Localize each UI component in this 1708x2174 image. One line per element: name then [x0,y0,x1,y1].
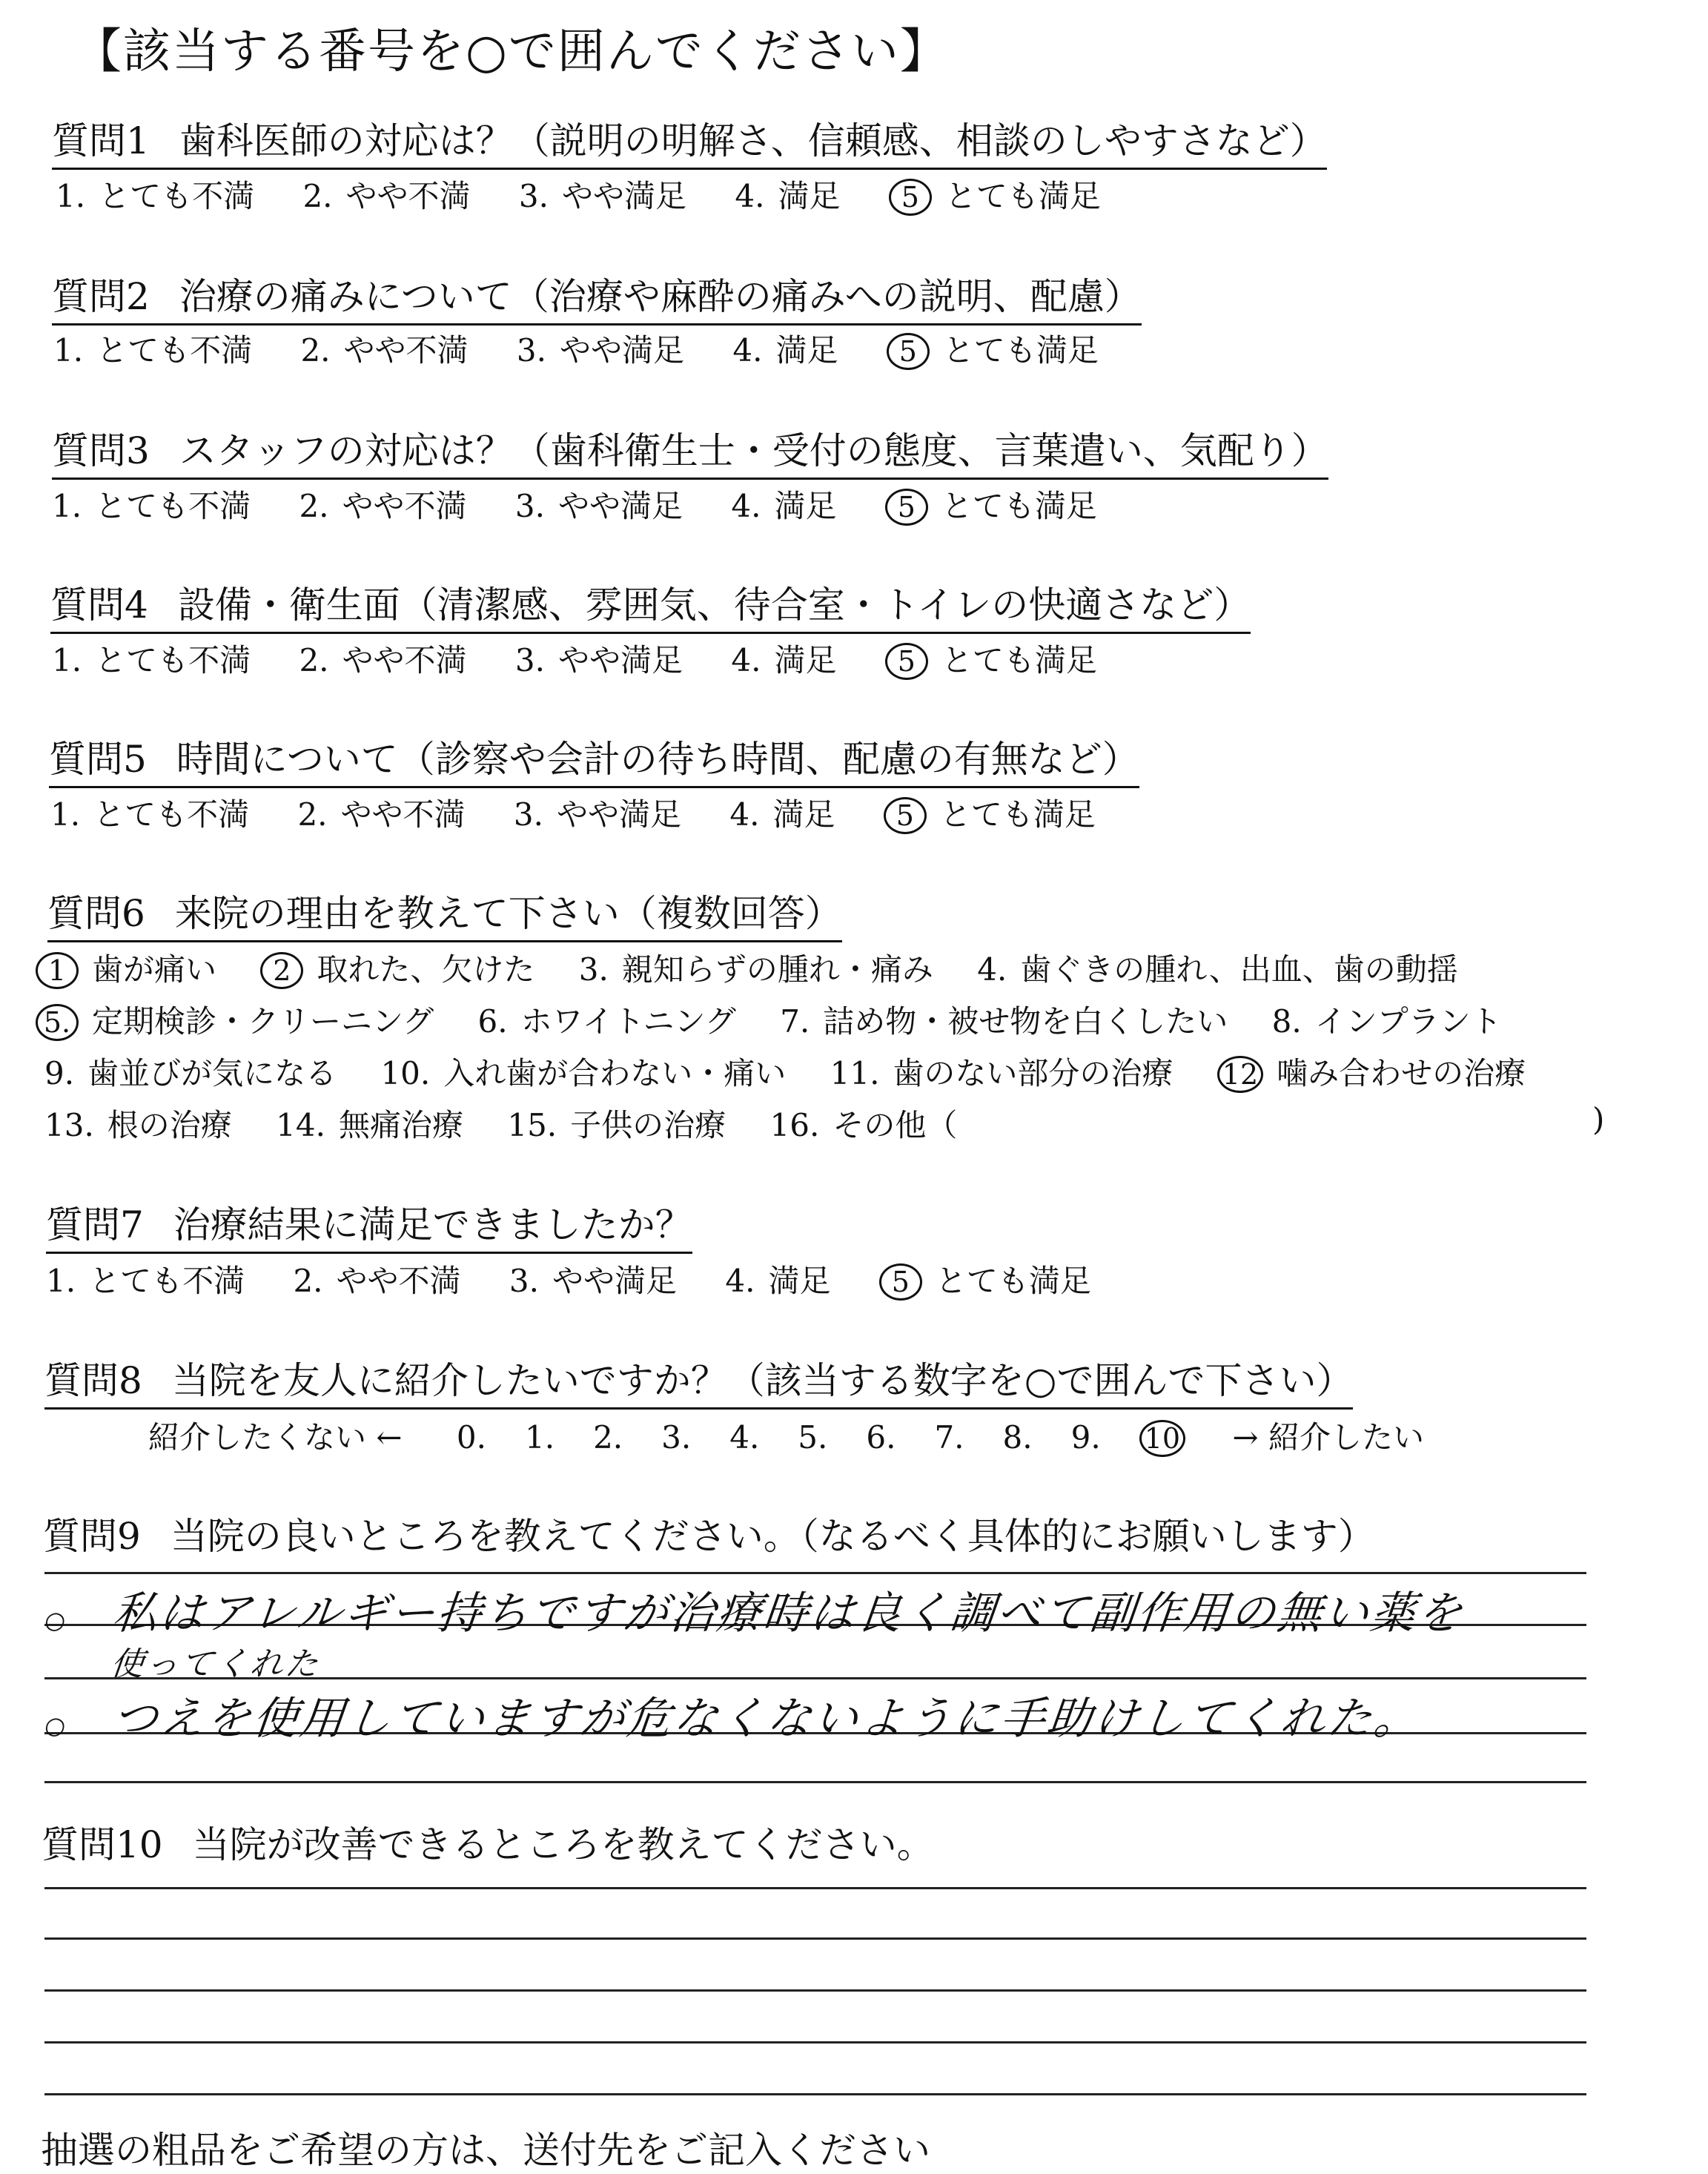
reason-4[interactable]: 4. 歯ぐきの腫れ、出血、歯の動揺 [977,951,1458,988]
question-2-label: 質問2 [52,275,150,318]
reason-5-selected[interactable]: 5. 定期検診・クリーニング [36,997,434,1042]
question-6-text: 来院の理由を教えて下さい（複数回答） [174,892,842,935]
question-9-heading [43,1507,1375,1563]
scale-option-3[interactable]: 3. やや満足 [509,1263,677,1299]
scale-option-1[interactable]: 1. とても不満 [46,1263,245,1299]
scale-option-5-selected[interactable]: 5 とても満足 [889,172,1101,217]
recommend-score-selected[interactable]: 10 [1139,1420,1185,1457]
scale-option-3[interactable]: 3. やや満足 [513,796,681,833]
question-4-scale [52,636,1136,681]
recommend-scores [457,1419,1215,1456]
scale-option-5-selected[interactable]: 5 とても満足 [887,326,1099,371]
q9-answer-line-2: 使ってくれた [108,1645,322,1683]
scale-option-2[interactable]: 2. やや不満 [297,796,466,833]
question-2-scale [53,326,1137,371]
question-5-scale [50,790,1134,835]
question-3-scale [52,482,1136,526]
recommend-score[interactable]: 3. [661,1419,692,1456]
question-10-label: 質問10 [42,1823,163,1866]
question-8-heading [44,1351,1353,1410]
question-5-heading [49,730,1139,788]
answer-line [44,1572,1586,1574]
question-5-text: 時間について（診察や会計の待ち時間、配慮の有無など） [176,738,1139,781]
q9-answer-line-1: ○ 私はアレルギー持ちですが治療時は良く調べて副作用の無い薬を [43,1587,1467,1639]
question-8-text: 当院を友人に紹介したいですか？（該当する数字を○で囲んで下さい） [171,1359,1354,1402]
recommend-score[interactable]: 0. [456,1419,486,1456]
scale-option-1[interactable]: 1. とても不満 [53,332,253,369]
scale-option-1[interactable]: 1. とても不満 [52,488,251,524]
selected-circle: 5 [889,179,932,216]
recommend-scale [148,1413,1463,1458]
question-9-label: 質問9 [43,1515,141,1558]
scale-option-4[interactable]: 4. 満足 [732,332,838,369]
question-1-scale [56,172,1139,217]
question-6-label: 質問6 [47,892,145,935]
question-4-label: 質問4 [50,584,148,627]
answer-line [44,1937,1586,1940]
bullet-icon: ○ [43,1711,70,1739]
question-7-text: 治療結果に満足できましたか？ [173,1203,692,1246]
question-7-heading [46,1195,692,1254]
scale-option-3[interactable]: 3. やや満足 [514,488,683,524]
scale-option-2[interactable]: 2. やや不満 [299,642,467,678]
answer-line [44,1781,1586,1783]
selected-circle: 2 [260,952,303,989]
recommend-right-label: → 紹介したい [1232,1419,1424,1456]
recommend-score[interactable]: 9. [1070,1419,1101,1456]
question-9-text: 当院の良いところを教えてください。（なるべく具体的にお願いします） [170,1515,1375,1558]
reason-15[interactable]: 15. 子供の治療 [507,1107,726,1143]
selected-circle: 5. [36,1004,79,1041]
scale-option-4[interactable]: 4. 満足 [731,488,837,524]
question-3-text: スタッフの対応は？（歯科衛生士・受付の態度、言葉遣い、気配り） [179,429,1328,472]
reasons-row-3 [44,1049,1560,1094]
scale-option-2[interactable]: 2. やや不満 [299,488,467,524]
footer-note: 抽選の粗品をご希望の方は、送付先をご記入ください [41,2129,930,2172]
scale-option-4[interactable]: 4. 満足 [725,1263,831,1299]
question-1-heading [52,111,1327,170]
question-4-heading [50,575,1251,634]
reason-1-selected[interactable]: 1 歯が痛い [36,945,216,990]
recommend-score[interactable]: 4. [729,1419,760,1456]
question-6-heading [47,884,842,942]
question-1-text: 歯科医師の対応は？（説明の明解さ、信頼感、相談のしやすさなど） [179,119,1327,162]
scale-option-4[interactable]: 4. 満足 [729,796,835,833]
reason-8[interactable]: 8. インプラント [1271,1003,1502,1040]
scale-option-3[interactable]: 3. やや満足 [514,642,683,678]
page-title: 【該当する番号を○で囲んでください】 [74,24,949,79]
scale-option-1[interactable]: 1. とても不満 [50,796,250,833]
reason-7[interactable]: 7. 詰め物・被せ物を白くしたい [780,1003,1228,1040]
scale-option-5-selected[interactable]: 5 とても満足 [879,1257,1091,1301]
question-1-label: 質問1 [52,119,150,162]
scale-option-4[interactable]: 4. 満足 [731,642,837,678]
recommend-score[interactable]: 7. [934,1419,964,1456]
reason-3[interactable]: 3. 親知らずの腫れ・痛み [578,951,933,988]
question-10-heading [42,1815,934,1871]
bullet-icon: ○ [43,1606,70,1634]
scale-option-1[interactable]: 1. とても不満 [56,178,255,214]
selected-circle: 5 [887,333,930,370]
recommend-score[interactable]: 6. [866,1419,896,1456]
question-3-heading [52,421,1328,480]
recommend-score[interactable]: 5. [798,1419,828,1456]
scale-option-3[interactable]: 3. やや満足 [516,332,684,369]
question-7-scale [46,1257,1130,1301]
scale-option-5-selected[interactable]: 5 とても満足 [884,790,1096,835]
answer-line [44,2093,1586,2095]
recommend-score[interactable]: 1. [524,1419,555,1456]
selected-circle: 5 [885,489,928,526]
scale-option-3[interactable]: 3. やや満足 [518,178,686,214]
scale-option-2[interactable]: 2. やや不満 [300,332,469,369]
question-2-text: 治療の痛みについて（治療や麻酔の痛みへの説明、配慮） [179,275,1142,318]
scale-option-5-selected[interactable]: 5 とても満足 [885,482,1097,526]
selected-circle: 12 [1217,1056,1263,1093]
reasons-row-1 [36,945,1492,990]
reason-12-selected[interactable]: 12 噛み合わせの治療 [1217,1049,1526,1094]
q9-answer-line-3: ○ つえを使用していますが危なくないように手助けしてくれた。 [43,1693,1424,1745]
reason-6[interactable]: 6. ホワイトニング [477,1003,736,1040]
question-10-text: 当院が改善できるところを教えてください。 [192,1823,934,1866]
answer-line [44,1887,1586,1889]
reason-2-selected[interactable]: 2 取れた、欠けた [260,945,534,990]
question-8-label: 質問8 [44,1359,142,1402]
reason-13[interactable]: 13. 根の治療 [44,1107,232,1143]
question-3-label: 質問3 [52,429,150,472]
scale-option-4[interactable]: 4. 満足 [735,178,841,214]
selected-circle: 5 [884,797,927,834]
reasons-row-2 [36,997,1536,1042]
other-paren-close: ) [1592,1101,1605,1137]
question-2-heading [52,267,1142,326]
scale-option-1[interactable]: 1. とても不満 [52,642,251,678]
reason-9[interactable]: 9. 歯並びが気になる [44,1055,337,1091]
recommend-score[interactable]: 2. [593,1419,623,1456]
answer-line [44,2041,1586,2044]
scale-option-2[interactable]: 2. やや不満 [302,178,471,214]
question-4-text: 設備・衛生面（清潔感、雰囲気、待合室・トイレの快適さなど） [177,584,1251,627]
selected-circle: 1 [36,952,79,989]
reason-16[interactable]: 16. その他（ [769,1107,958,1143]
selected-circle: 5 [879,1263,922,1301]
question-5-label: 質問5 [49,738,147,781]
reasons-row-4 [44,1101,991,1146]
reason-11[interactable]: 11. 歯のない部分の治療 [830,1055,1174,1091]
scale-option-5-selected[interactable]: 5 とても満足 [885,636,1097,681]
recommend-left-label: 紹介したくない ← [148,1419,403,1456]
scale-option-2[interactable]: 2. やや不満 [293,1263,461,1299]
reason-14[interactable]: 14. 無痛治療 [276,1107,463,1143]
reason-10[interactable]: 10. 入れ歯が合わない・痛い [380,1055,787,1091]
selected-circle: 5 [885,643,928,680]
answer-line [44,1989,1586,1992]
question-7-label: 質問7 [46,1203,144,1246]
recommend-score[interactable]: 8. [1002,1419,1033,1456]
